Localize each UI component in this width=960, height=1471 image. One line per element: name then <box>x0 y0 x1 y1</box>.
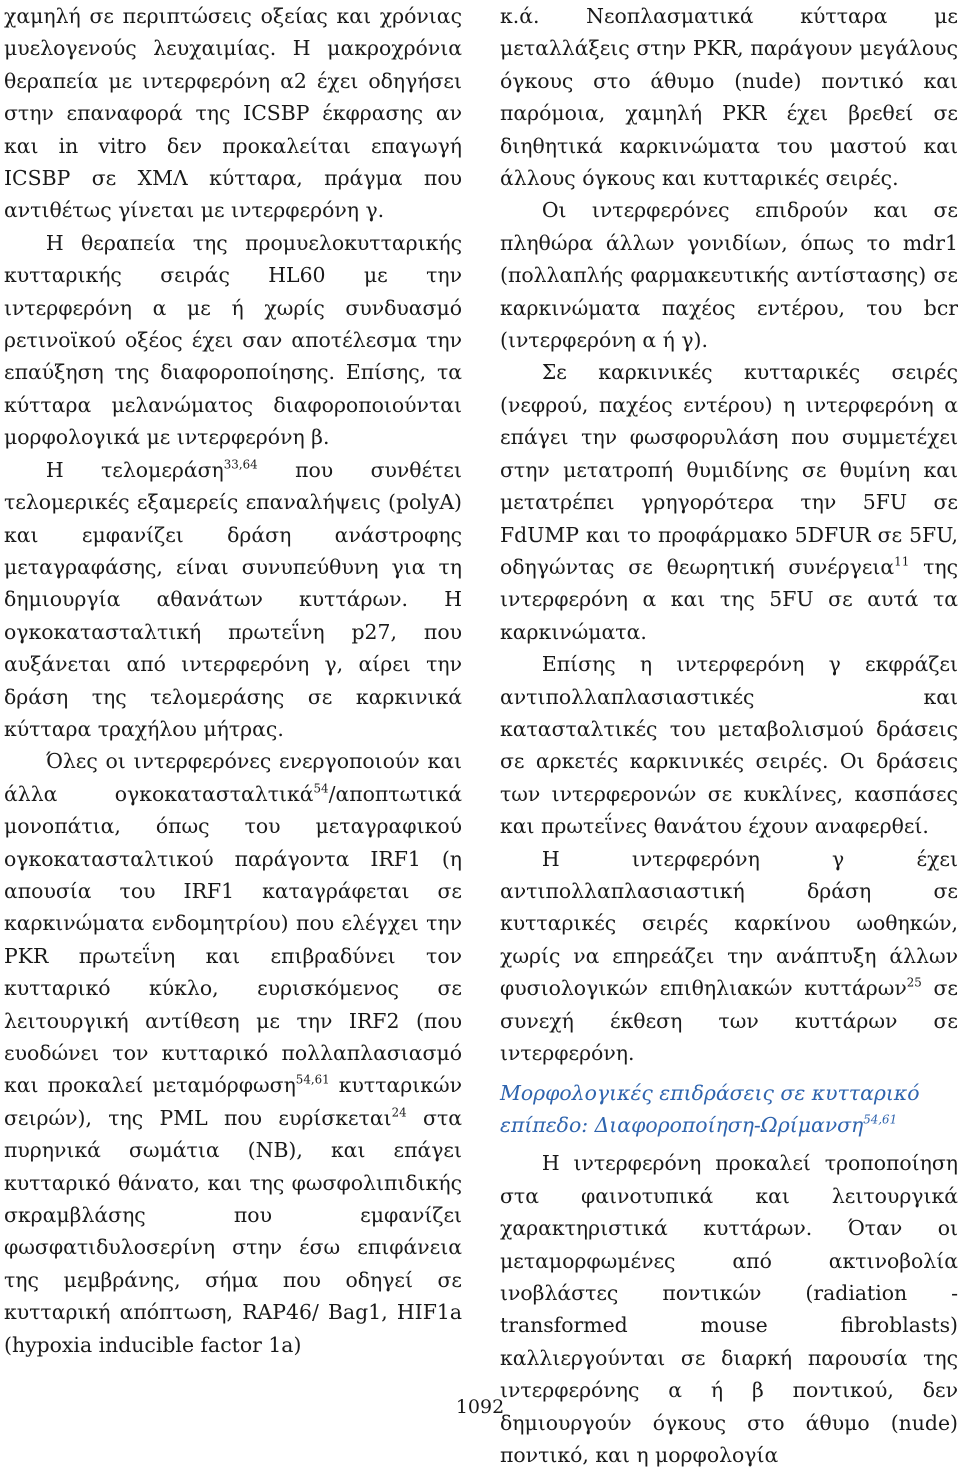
paragraph-text: που συνθέτει τελομερικές εξαμερείς επαναλήψεις (polyA) και εμφανίζει δράση ανάστροφης μεταγραφάσης, είναι συνυπεύθυνη για τη δημιουργία αθανάτων κυττάρων. Η ογκοκατασταλτική πρωτεΐνη p27, που αυξάνεται από ιντερφερόνη γ, αίρει την δράση της τελομεράσης σε καρκινικά κύτταρα τραχήλου μήτρας. <box>4 457 462 741</box>
paragraph-text: κ.ά. Νεοπλασματικά κύτταρα με μεταλλάξεις στην PKR, παράγουν μεγάλους όγκους στο άθυμο (nude) ποντικό και παρόμοια, χαμηλή PKR έχει βρεθεί σε διηθητικά καρκινώματα του μαστού και άλλους όγκους και κυτταρικές σειρές. <box>500 4 958 191</box>
paragraph-text: Επίσης η ιντερφερόνη γ εκφράζει αντιπολλαπλασιαστικές και κατασταλτικές του μεταβολισμού δράσεις σε αρκετές καρκινικές σειρές. Οι δράσεις των ιντερφερονών σε κυκλίνες, κασπάσες και πρωτεΐνες θανάτου έχουν αναφερθεί. <box>500 652 958 839</box>
section-heading <box>500 1077 958 1141</box>
citation-superscript: 54,61 <box>863 1113 898 1128</box>
paragraph <box>4 227 462 454</box>
citation-superscript: 25 <box>906 975 922 990</box>
paragraph-text: /αποπτωτικά μονοπάτια, όπως του μεταγραφικού ογκοκατασταλτικού παράγοντα IRF1 (η απουσία του IRF1 καταγράφεται σε καρκινώματα ενδομητρίου) που ελέγχει την PKR πρωτεΐνη και επιβραδύνει τον κυτταρικό κύκλο, ευρισκόμενος σε λειτουργική αντίθεση με την IRF2 (που ευοδώνει τον κυτταρικό πολλαπλασιασμό και προκαλεί μεταμόρφωση <box>4 781 462 1098</box>
citation-superscript: 54 <box>313 781 329 796</box>
paragraph-text: χαμηλή σε περιπτώσεις οξείας και χρόνιας μυελογενούς λευχαιμίας. Η μακροχρόνια θεραπεία με ιντερφερόνη α2 έχει οδηγήσει στην επαναφορά της ICSBP έκφρασης αν και in vitro δεν προκαλείται επαγωγή ICSBP σε ΧΜΛ κύτταρα, πράγμα που αντιθέτως γίνεται με ιντερφερόνη γ. <box>4 4 462 223</box>
citation-superscript: 11 <box>894 554 910 569</box>
paragraph <box>500 843 958 1070</box>
right-column <box>500 0 958 1471</box>
paragraph <box>500 356 958 648</box>
citation-superscript: 24 <box>391 1105 407 1120</box>
paragraph <box>4 745 462 1361</box>
paragraph-text: Η ιντερφερόνη γ έχει αντιπολλαπλασιαστική δράση σε κυτταρικές σειρές καρκίνου ωοθηκών, χωρίς να επηρεάζει την ανάπτυξη άλλων φυσιολογικών επιθηλιακών κυττάρων <box>500 846 958 1001</box>
paragraph-text: σε συνεχή έκθεση των κυττάρων σε ιντερφερόνη. <box>500 976 958 1065</box>
paragraph-text: Οι ιντερφερόνες επιδρούν και σε πληθώρα άλλων γονιδίων, όπως το mdr1 (πολλαπλής φαρμακευτικής αντίστασης) σε καρκινώματα παχέος εντέρου, του bcr (ιντερφερόνη α ή γ). <box>500 198 958 353</box>
paragraph-text: Η θεραπεία της προμυελοκυτταρικής κυτταρικής σειράς HL60 με την ιντερφερόνη α με ή χωρίς συνδυασμό ρετινοϊκού οξέος έχει σαν αποτέλεσμα την επαύξηση της διαφοροποίησης. Επίσης, τα κύτταρα μελανώματος διαφοροποιούνται μορφολογικά με ιντερφερόνη β. <box>4 230 462 450</box>
page-number: 1092 <box>455 1396 505 1418</box>
paragraph-text: Η τελομεράση <box>45 457 224 482</box>
paragraph-text: Η ιντερφερόνη προκαλεί τροποποίηση στα φαινοτυπικά και λειτουργικά χαρακτηριστικά κυττάρων. Όταν οι μεταμορφωμένες από ακτινοβολία ινοβλάστες ποντικών (radiation - transformed mouse fibroblasts) καλλιεργούνται σε διαρκή παρουσία της ιντερφερόνης α ή β ποντικού, δεν δημιουργούν όγκους στο άθυμο (nude) ποντικό, και η μορφολογία <box>500 1151 958 1468</box>
paragraph <box>4 454 462 746</box>
paragraph-text: Όλες οι ιντερφερόνες ενεργοποιούν και άλλα ογκοκατασταλτικά <box>4 749 462 806</box>
paragraph-text: της ιντερφερόνη α και της 5FU σε αυτά τα καρκινώματα. <box>500 554 959 644</box>
paragraph-text: στα πυρηνικά σωμάτια (NB), και επάγει κυτταρικό θάνατο, και της φωσφολιπιδικής σκραμβλάσης που εμφανίζει φωσφατιδυλοσερίνη στην έσω επιφάνεια της μεμβράνης, σήμα που οδηγεί σε κυτταρική απόπτωση, RAP46/ Bag1, HIF1a (hypoxia inducible factor 1a) <box>4 1105 462 1357</box>
left-column <box>4 0 462 1361</box>
paragraph-text: Σε καρκινικές κυτταρικές σειρές (νεφρού, παχέος εντέρου) η ιντερφερόνη α επάγει την φωσφορυλάση που συμμετέχει στην μετατροπή θυμιδίνης σε θυμίνη και μετατρέπει γρηγορότερα την 5FU σε FdUMP και το προφάρμακο 5DFUR σε 5FU, οδηγώντας σε θεωρητική συνέργεια <box>500 360 958 579</box>
paragraph <box>4 0 462 227</box>
section-heading-text: Μορφολογικές επιδράσεις σε κυτταρικό επίπεδο: Διαφοροποίηση-Ωρίμανση <box>500 1081 920 1138</box>
paragraph <box>500 0 958 194</box>
paragraph <box>500 648 958 842</box>
paragraph-text: κυτταρικών σειρών), της PML που ευρίσκεται <box>4 1073 462 1130</box>
citation-superscript: 33,64 <box>223 457 258 472</box>
citation-superscript: 54,61 <box>295 1073 330 1088</box>
paragraph <box>500 1147 958 1471</box>
paragraph <box>500 194 958 356</box>
